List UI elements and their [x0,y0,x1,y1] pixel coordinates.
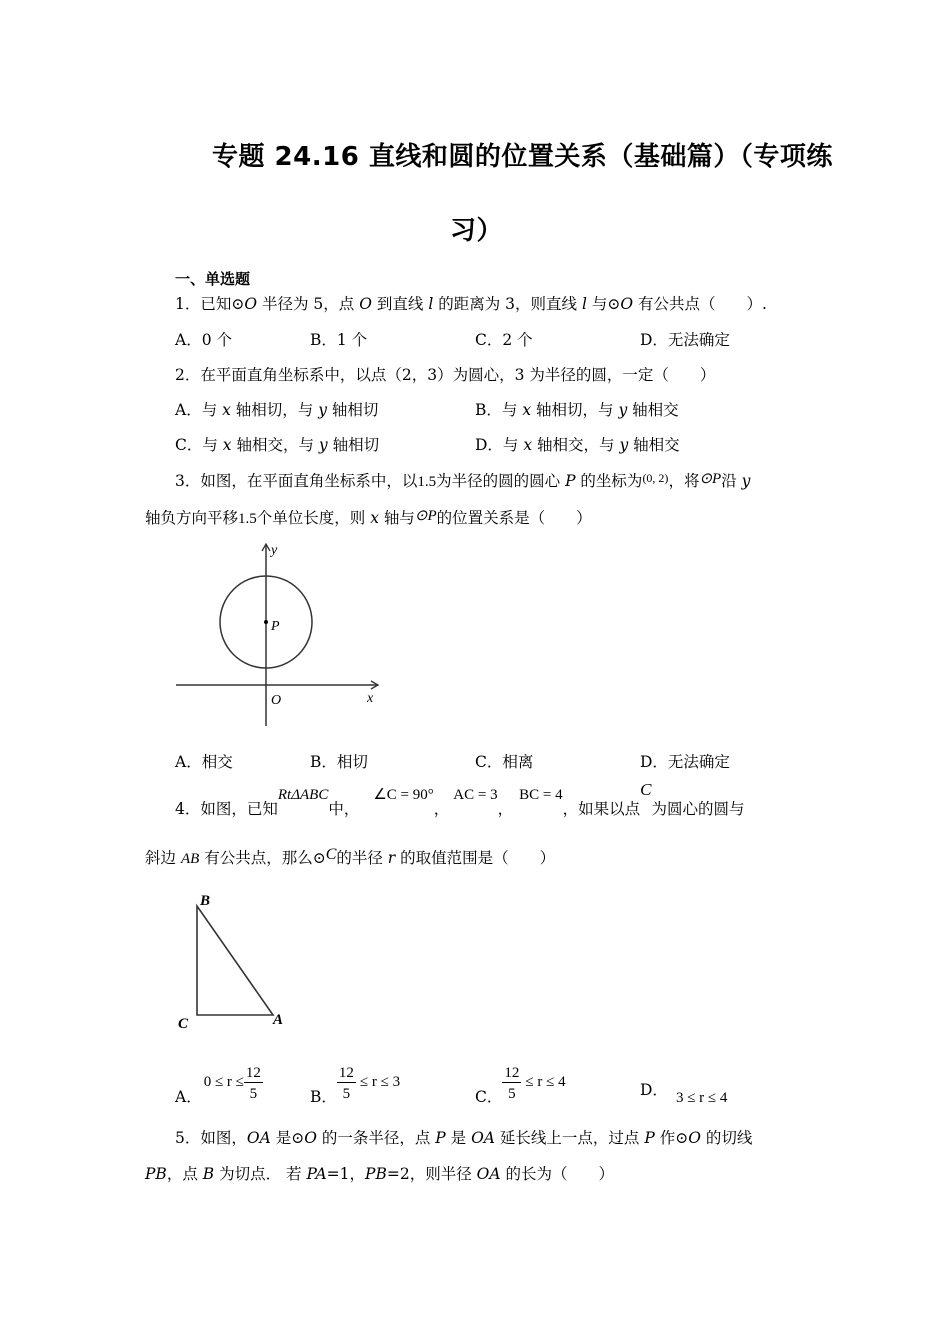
q1-option-b[interactable]: B．1 个 [310,331,368,349]
q1-option-a[interactable]: A．0 个 [175,331,232,349]
page-title: 专题 24.16 直线和圆的位置关系（基础篇）（专项练 [212,142,833,172]
question-4-line-1: 4．如图，已知RtΔABC中，∠C = 90°，AC = 3，BC = 4，如果以点C为圆心的圆与 [175,780,745,818]
q3-option-b[interactable]: B．相切 [310,753,368,771]
label-p: P [271,619,280,634]
page-title-continued: 习） [450,216,504,246]
question-2: 2．在平面直角坐标系中，以点（2，3）为圆心，3 为半径的圆，一定（ ） [175,366,716,384]
q4-option-b[interactable]: B． $\frac{12}{5}$ ≤ r ≤ 3 [310,1065,401,1106]
q3-option-a[interactable]: A．相交 [175,753,233,771]
label-x: x [367,691,374,706]
question-3-line-1: 3．如图，在平面直角坐标系中，以1.5为半径的圆的圆心 P 的坐标为$^{(0, 2)}$，将⊙P沿 y [175,471,751,490]
q1-option-c[interactable]: C．2 个 [475,331,533,349]
label-y: y [271,543,278,558]
q3-option-c[interactable]: C．相离 [475,753,534,771]
question-4-line-2: 斜边 AB 有公共点，那么⊙C的半径 r 的取值范围是（ ） [145,846,556,867]
question-5-line-1: 5．如图，OA 是⊙O 的一条半径，点 P 是 OA 延长线上一点，过点 P 作⊙O 的切线 [175,1129,753,1147]
q4-figure [170,888,300,1038]
q3-figure [170,538,390,730]
q2-option-b[interactable]: B．与 x 轴相切，与 y 轴相交 [475,401,679,419]
q1-option-d[interactable]: D．无法确定 [640,331,730,349]
label-a: A [273,1012,284,1028]
question-3-line-2: 轴负方向平移1.5个单位长度，则 x 轴与⊙P的位置关系是（ ） [145,508,592,527]
section-heading: 一、单选题 [175,270,251,288]
label-o: O [271,693,282,708]
q4-option-a[interactable]: A．0 ≤ r ≤ $\frac{12}{5}$ [175,1065,261,1106]
question-1: 1．已知⊙O 半径为 5，点 O 到直线 l 的距离为 3，则直线 l 与⊙O 有公共点（ ）. [175,295,767,313]
center-point-p [264,620,268,624]
q2-option-d[interactable]: D．与 x 轴相交，与 y 轴相交 [475,436,680,454]
question-5-line-2: PB，点 B 为切点． 若 PA=1，PB=2，则半径 OA 的长为（ ） [145,1165,614,1183]
q2-option-a[interactable]: A．与 x 轴相切，与 y 轴相切 [175,401,379,419]
label-b: B [200,893,211,909]
q4-option-d[interactable]: D． 3 ≤ r ≤ 4 [640,1081,728,1106]
label-c: C [178,1016,189,1032]
q2-option-c[interactable]: C．与 x 轴相交，与 y 轴相切 [175,436,380,454]
q4-option-c[interactable]: C． $\frac{12}{5}$ ≤ r ≤ 4 [475,1065,566,1106]
q3-option-d[interactable]: D．无法确定 [640,753,730,771]
triangle-abc [197,906,273,1015]
